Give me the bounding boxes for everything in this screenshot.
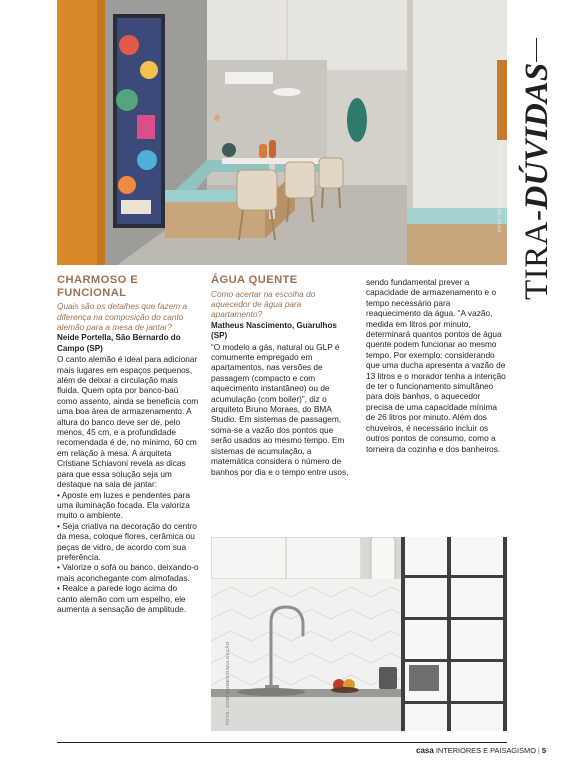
article-1-heading [57,274,199,299]
article-1-question: Quais são os detalhes que fazem a diferença na composição do canto alemão para a mesa de jantar? [57,301,188,332]
article-1-heading-line-1: CHARMOSO E [57,274,139,286]
kitchen-illustration [211,537,507,731]
footer-magazine-name: INTERIORES E PAISAGISMO [435,746,536,755]
section-label-light: TIRA- [519,209,555,300]
article-1-tip: • Aposte em luzes e pendentes para uma iluminação focada. Ela valoriza muito o ambiente. [57,489,190,521]
top-photo-credit: FOTO: RAFAEL RENZO/DIVULGAÇÃO [497,143,502,232]
article-1-tip: • Realce a parede logo acima do canto alemão com um espelho, ele aumenta a sensação de amplitude. [57,583,187,614]
article-2-question: Como acertar na escolha do aquecedor de água para apartamento? [211,288,316,320]
dining-nook-illustration [57,0,507,265]
footer-separator: | [537,746,540,755]
article-2-body: “O modelo a gás, natural ou GLP é comumente empregado em apartamentos, nas versões de passagem (compacto e com aquecimento instantâneo) ou de acumulação (com boiler)”, diz o arquiteto Bruno Moraes, do BMA Studio. Em sistemas de passagem, soma-se a vazão dos pontos que serão usados ao mesmo tempo. Em sistemas de acumulação, a matemática considera o número de banhos por dia e o tempo entre usos, [211,341,349,477]
page-footer [416,746,546,756]
section-label-rule [536,38,537,62]
article-1-column [57,274,199,614]
section-label-bold: DÚVIDAS [519,62,555,210]
article-2-heading: ÁGUA QUENTE [211,274,298,286]
article-2-continued-column [366,277,507,454]
article-1-author: Neide Portella, São Bernardo do Campo (SP) [57,333,181,353]
kitchen-photo [211,537,507,731]
article-2-continued-body: sendo fundamental prever a capacidade de armazenamento e o tempo necessário para reaquecimento da água. “A vazão, medida em litros por minuto, determinará quantos pontos de água quente podem funcionar ao mesmo tempo. Por exemplo: considerando que uma ducha apresenta a vazão de 13 litros e o morador tenha a intenção de ter o funcionamento simultâneo para dois banhos, o aquecedor precisa de uma capacidade mínima de 26 litros por minuto. Além dos chuveiros, é necessário incluir os outros pontos de consumo, como a torneira da cozinha e dos banheiros. [366,277,506,454]
article-1-tip: • Valorize o sofá ou banco, deixando-o mais aconchegante com almofadas. [57,562,199,583]
article-2-column [211,274,354,477]
section-label [518,62,558,300]
page-number: 5 [541,746,546,755]
footer-brand: casa [416,746,434,755]
article-1-body: O canto alemão é ideal para adicionar mais lugares em espaços pequenos, além de deixar a circulação mais fluida. Quem opta por banco-baú como assento, ainda se beneficia com uma boa área de armazenamento. A altura do banco deve ser de, pelo menos, 45 cm, e a profundidade recomendada é de, no mínimo, 60 cm em relação à mesa. A arquiteta Cristiane Schiavoni revela as dicas para que essa solução seja um destaque na sala de jantar: [57,354,199,490]
dining-nook-photo [57,0,507,265]
footer-rule [57,742,507,743]
bottom-photo-credit: FOTO: JOSÉ GOMES/DIVULGAÇÃO [225,641,230,725]
article-1-heading-line-2: FUNCIONAL [57,286,127,299]
article-1-tip: • Seja criativa na decoração do centro da mesa, coloque flores, cerâmica ou peças de vidro, de acordo com sua preferência. [57,520,197,562]
article-2-author: Matheus Nascimento, Guarulhos (SP) [211,320,337,341]
